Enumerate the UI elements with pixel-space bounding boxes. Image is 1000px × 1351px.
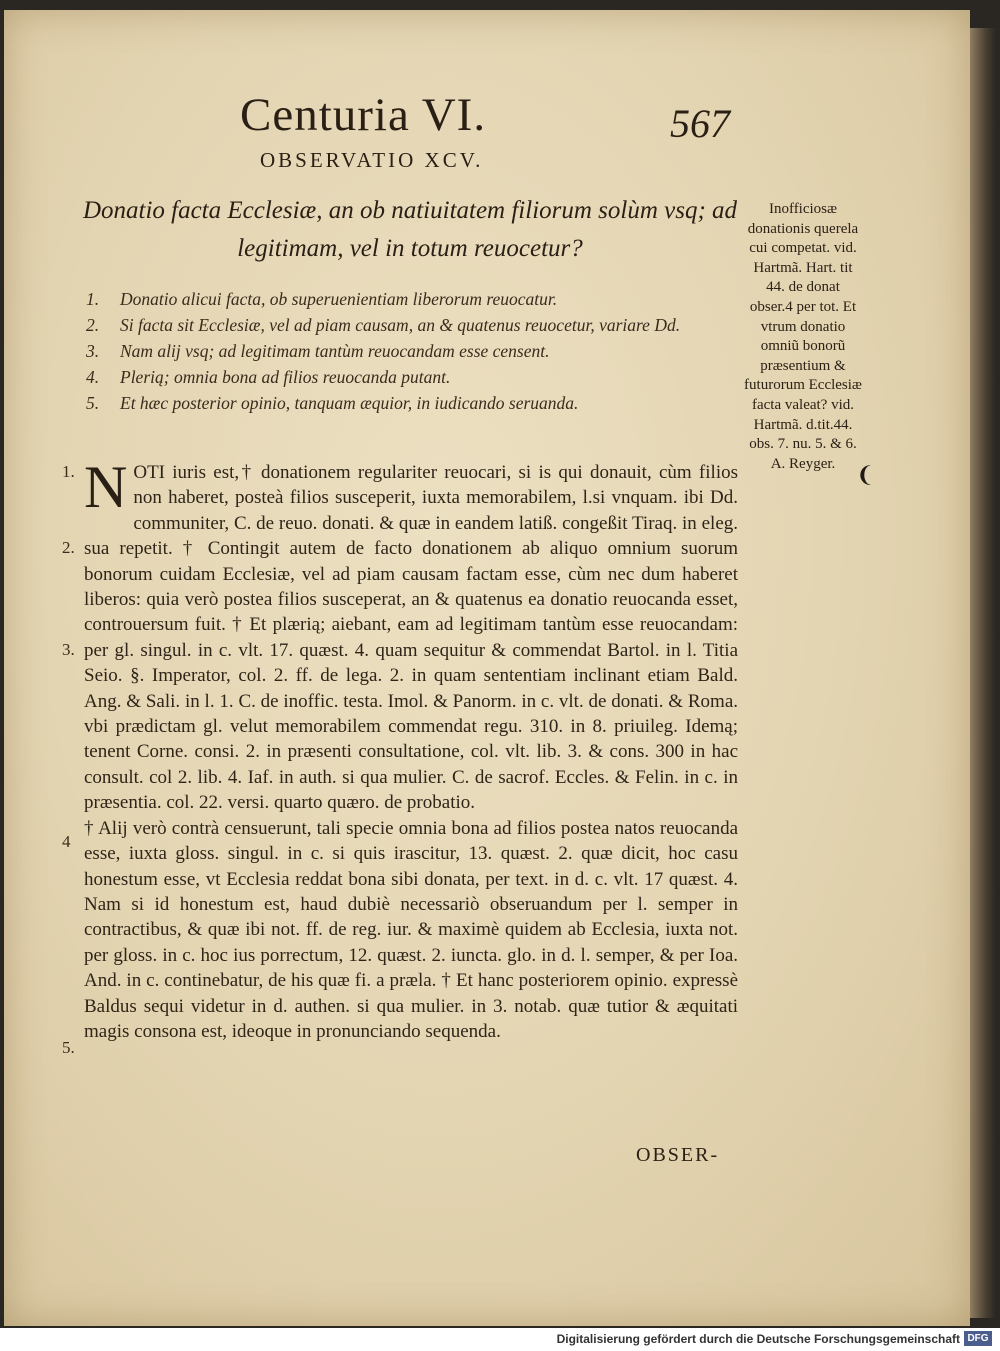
body-paragraph-text: † Alij verò contrà censuerunt, tali specie omnia bona ad filios postea natos reuocanda esse, iuxta gloss. singul. in c. si quis irascitur, 13. quæst. 2. quæ dicit, hoc casu honestum esse, vt Ecclesia reddat bona sibi donata, per text. in d. c. vlt. 17 quæst. 4. Nam si id honestum est, haud dubiè necessariò obseruandum per l. semper in contractibus, & quæ ibi not. ff. de reg. iur. & maximè quidem ab Ecclesia, iuxta not. per gloss. in c. hoc ius porrectum, 12. quæst. 2. iuncta. glo. in d. l. semper, & per Ioa. And. in c. continebatur, de his quæ fi. a præla. † Et hanc posteriorem opinio. expressè Baldus sequi videtur in d. authen. si qua mulier. in 3. notab. quæ tutior & æquitati magis consona est, ideoque in pronunciando sequenda. — [84, 817, 738, 1042]
observation-title: OBSERVATIO XCV. — [260, 148, 484, 172]
summary-list — [86, 288, 746, 418]
page-edge — [970, 28, 996, 1318]
footer-credit: Digitalisierung gefördert durch die Deutsche Forschungsgemeinschaft — [556, 1332, 960, 1346]
book-page — [4, 10, 970, 1326]
summary-text: Si facta sit Ecclesiæ, vel ad piam causam, an & quatenus reuocetur, variare Dd. — [120, 315, 681, 335]
summary-item — [86, 392, 746, 414]
summary-item — [86, 288, 746, 310]
running-head — [4, 82, 970, 146]
paragraph-number: 3. — [62, 640, 75, 659]
summary-item — [86, 340, 746, 362]
catchword: OBSER- — [636, 1144, 720, 1166]
body-paragraph — [84, 816, 738, 1045]
summary-number: 1. — [86, 289, 100, 309]
summary-number: 3. — [86, 341, 100, 361]
body-text — [84, 454, 738, 1044]
summary-text: Nam alij vsq; ad legitimam tantùm reuocandam esse censent. — [120, 341, 550, 361]
paragraph-number: 4 — [62, 832, 71, 851]
body-paragraph-text: OTI iuris est,† donationem regulariter reuocari, si is qui donauit, cùm filios non haberet, posteà filios susceperit, iuxta memorabilem, l.si vnquam. ibi Dd. communiter, C. de reuo. donati. & quæ in eandem latiß. congeßit Tiraq. in eleg. sua repetit. † Contingit autem de facto donationem ab aliquo omnium suorum bonorum cuidam Ecclesiæ, vel ad piam causam factam esse, cùm nec dum haberet liberos: quia verò postea filios susceperat, an & quatenus ea donatio reuocanda esset, controuersum fuit. † Et plærią; aiebant, eam ad legitimam tantùm esse reuocandam: per gl. singul. in c. vlt. 17. quæst. 4. quam sequitur & commendat Bartol. in l. Titia Seio. §. Imperator, col. 2. ff. de lega. 2. in quam sententiam inclinant etiam Bald. Ang. & Sali. in l. 1. C. de inoffic. testa. Imol. & Panorm. in c. vlt. de donati. & Roma. vbi prædictam gl. velut memorabilem commendat regu. 310. in 8. priuileg. Idemą; tenent Corne. consi. 2. in præsenti consultatione, col. vlt. lib. 3. & cons. 300 in hac consult. col 2. lib. 4. Iaf. in auth. si qua mulier. C. de sacrof. Eccles. & Felin. in c. in præsentia. col. 22. versi. quarto quæro. de probatio. — [84, 462, 738, 814]
running-head-title: Centuria VI. — [240, 89, 487, 141]
footer-bar — [0, 1328, 1000, 1351]
dfg-logo-icon: DFG — [964, 1331, 992, 1346]
question-heading: Donatio facta Ecclesiæ, an ob natiuitatem filiorum solùm vsq; ad legitimam, vel in totum reuocetur? — [82, 197, 738, 262]
summary-number: 2. — [86, 315, 100, 335]
paragraph-number: 2. — [62, 538, 75, 557]
paragraph-number: 1. — [62, 462, 75, 481]
body-paragraph — [84, 454, 738, 816]
paragraph-number: 5. — [62, 1038, 75, 1057]
summary-number: 5. — [86, 393, 100, 413]
ink-mark-icon: ❨ — [856, 462, 875, 487]
drop-cap: N — [84, 454, 128, 520]
page-number: 567 — [670, 101, 730, 146]
summary-text: Et hæc posterior opinio, tanquam æquior, in iudicando seruanda. — [120, 393, 579, 413]
summary-item — [86, 314, 746, 336]
summary-item — [86, 366, 746, 388]
summary-number: 4. — [86, 367, 100, 387]
summary-text: Donatio alicui facta, ob superuenientiam liberorum reuocatur. — [120, 289, 558, 309]
summary-text: Plerią; omnia bona ad filios reuocanda putant. — [120, 367, 451, 387]
marginal-note: Inofficiosæ donationis querela cui competat. vid. Hartmã. Hart. tit 44. de donat obser.4 per tot. Et vtrum donatio omniũ bonorũ præsentium & futurorum Ecclesiæ facta valeat? vid. Hartmã. d.tit.44. obs. 7. nu. 5. & 6. A. Reyger. — [744, 201, 862, 472]
